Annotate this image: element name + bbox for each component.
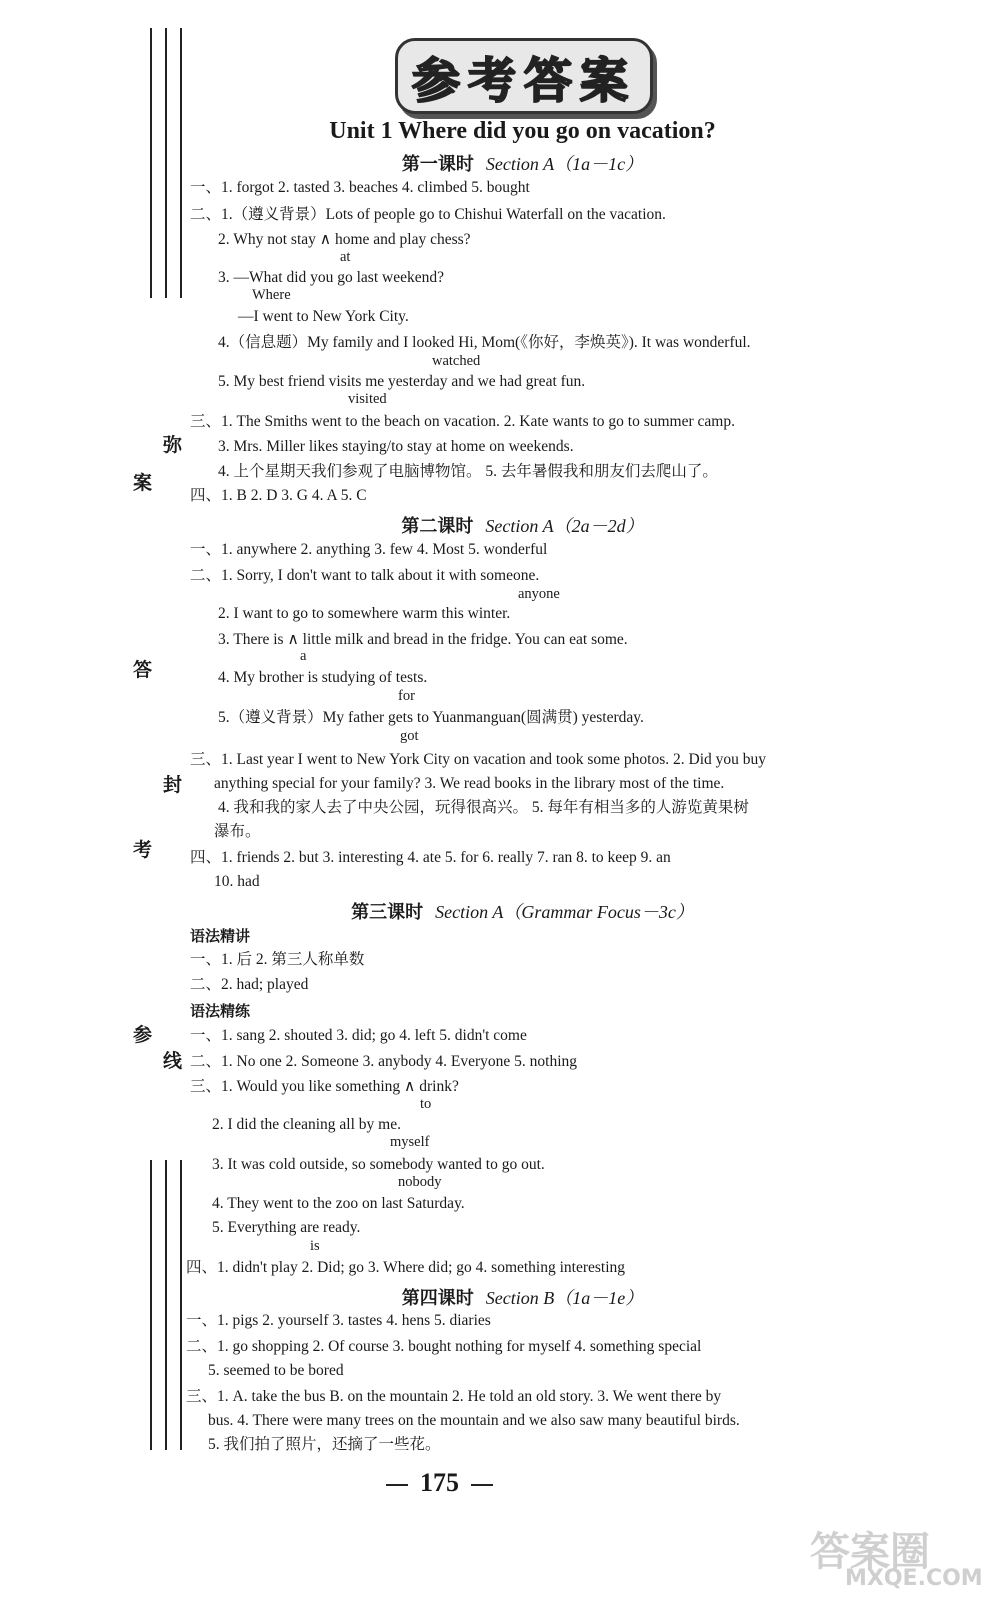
margin-char: 案 bbox=[133, 473, 153, 494]
answer-line: 5. My best friend visits me yesterday and we had great fun. bbox=[218, 373, 586, 390]
answer-line: 2. I did the cleaning all by me. bbox=[212, 1116, 401, 1133]
correction: watched bbox=[432, 353, 481, 369]
lesson-heading: 第二课时 Section A（2a－2d） bbox=[401, 516, 644, 536]
margin-char: 封 bbox=[163, 775, 183, 796]
answer-banner: 参考答案 bbox=[395, 38, 653, 114]
answer-line: 5. Everything are ready. bbox=[212, 1219, 361, 1236]
answer-line: 四、1. didn't play 2. Did; go 3. Where did; go 4. something interesting bbox=[186, 1259, 626, 1276]
answer-line: 三、1. Last year I went to New York City on vacation and took some photos. 2. Did you buy bbox=[190, 751, 767, 768]
correction: for bbox=[398, 688, 415, 704]
correction: Where bbox=[252, 287, 291, 303]
answer-line: 二、1. go shopping 2. Of course 3. bought nothing for myself 4. something special bbox=[186, 1338, 702, 1355]
answer-line: 二、1. Sorry, I don't want to talk about it with someone. bbox=[190, 567, 540, 584]
answer-line: 一、1. 后 2. 第三人称单数 bbox=[190, 951, 365, 968]
answer-line: anything special for your family? 3. We read books in the library most of the time. bbox=[214, 775, 725, 792]
answer-line: 2. I want to go to somewhere warm this winter. bbox=[218, 605, 511, 622]
correction: is bbox=[310, 1238, 320, 1254]
margin-char: 参 bbox=[133, 1025, 153, 1046]
answer-line: 5. 我们拍了照片，还摘了一些花。 bbox=[208, 1436, 441, 1453]
answer-line: 二、1. No one 2. Someone 3. anybody 4. Everyone 5. nothing bbox=[190, 1053, 578, 1070]
correction: nobody bbox=[398, 1174, 442, 1190]
answer-line: 5.（遵义背景）My father gets to Yuanmanguan(圆满贯) yesterday. bbox=[218, 709, 644, 726]
section-label: 语法精练 bbox=[190, 1004, 251, 1020]
lesson-heading: 第一课时 Section A（1a－1c） bbox=[401, 154, 644, 174]
answer-line: 二、1.（遵义背景）Lots of people go to Chishui Waterfall on the vacation. bbox=[190, 206, 666, 223]
answer-line: 4. My brother is studying of tests. bbox=[218, 669, 428, 686]
correction: a bbox=[300, 648, 307, 664]
answer-line: 4. 我和我的家人去了中央公园，玩得很高兴。 5. 每年有相当多的人游览黄果树 bbox=[218, 799, 749, 816]
answer-line: 3. —What did you go last weekend? bbox=[218, 269, 444, 286]
answer-line: 4.（信息题）My family and I looked Hi, Mom(《你好，李焕英》). It was wonderful. bbox=[218, 334, 751, 351]
correction: anyone bbox=[518, 586, 560, 602]
correction: visited bbox=[348, 391, 387, 407]
answer-line: 2. Why not stay ∧ home and play chess? bbox=[218, 231, 471, 248]
answer-line: 二、2. had; played bbox=[190, 976, 309, 993]
margin-char: 线 bbox=[163, 1051, 183, 1072]
answer-line: 5. seemed to be bored bbox=[208, 1362, 344, 1379]
answer-line: 一、1. sang 2. shouted 3. did; go 4. left 5. didn't come bbox=[190, 1027, 527, 1044]
correction: at bbox=[340, 249, 351, 265]
answer-line: 3. There is ∧ little milk and bread in the fridge. You can eat some. bbox=[218, 631, 628, 648]
answer-line: 三、1. Would you like something ∧ drink? bbox=[190, 1078, 459, 1095]
answer-line: 瀑布。 bbox=[214, 823, 261, 840]
answer-line: 3. Mrs. Miller likes staying/to stay at home on weekends. bbox=[218, 438, 574, 455]
page-number: 175 bbox=[420, 1468, 459, 1497]
answer-line: 4. 上个星期天我们参观了电脑博物馆。 5. 去年暑假我和朋友们去爬山了。 bbox=[218, 463, 718, 480]
unit-title: Unit 1 Where did you go on vacation? bbox=[329, 118, 716, 144]
watermark-url: MXQE.COM bbox=[845, 1566, 983, 1591]
answer-line: 3. It was cold outside, so somebody wanted to go out. bbox=[212, 1156, 545, 1173]
margin-char: 考 bbox=[133, 840, 153, 861]
correction: myself bbox=[390, 1134, 430, 1150]
answer-line: bus. 4. There were many trees on the mountain and we also saw many beautiful birds. bbox=[208, 1412, 740, 1429]
section-label: 语法精讲 bbox=[190, 929, 251, 945]
answer-line: —I went to New York City. bbox=[238, 308, 409, 325]
lesson-heading: 第三课时 Section A（Grammar Focus－3c） bbox=[351, 902, 694, 922]
answer-line: 一、1. forgot 2. tasted 3. beaches 4. climbed 5. bought bbox=[190, 179, 530, 196]
answer-line: 四、1. B 2. D 3. G 4. A 5. C bbox=[190, 487, 367, 504]
correction: got bbox=[400, 728, 419, 744]
answer-line: 三、1. A. take the bus B. on the mountain 2. He told an old story. 3. We went there by bbox=[186, 1388, 722, 1405]
margin-char: 答 bbox=[133, 660, 153, 681]
watermark-logo: 答案圈 bbox=[810, 1529, 930, 1575]
answer-line: 三、1. The Smiths went to the beach on vacation. 2. Kate wants to go to summer camp. bbox=[190, 413, 735, 430]
answer-line: 一、1. pigs 2. yourself 3. tastes 4. hens 5. diaries bbox=[186, 1312, 491, 1329]
answer-line: 4. They went to the zoo on last Saturday. bbox=[212, 1195, 465, 1212]
correction: to bbox=[420, 1096, 432, 1112]
lesson-heading: 第四课时 Section B（1a－1e） bbox=[401, 1288, 644, 1308]
answer-line: 四、1. friends 2. but 3. interesting 4. ate 5. for 6. really 7. ran 8. to keep 9. an bbox=[190, 849, 671, 866]
answer-line: 一、1. anywhere 2. anything 3. few 4. Most 5. wonderful bbox=[190, 541, 548, 558]
answer-line: 10. had bbox=[214, 873, 260, 890]
margin-char: 弥 bbox=[163, 435, 183, 456]
